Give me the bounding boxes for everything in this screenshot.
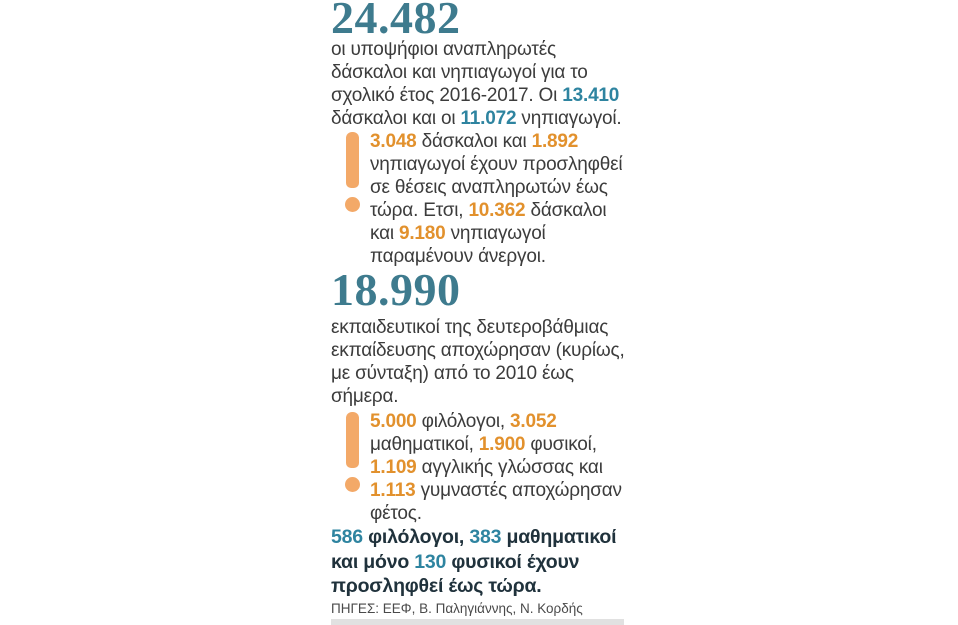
text-segment: φυσικοί, — [525, 434, 597, 455]
exclamation-icon — [344, 130, 360, 212]
text-segment: μαθηματικοί και μόνο — [331, 526, 617, 573]
sources-label: ΠΗΓΕΣ: ΕΕΦ, Β. Παληγιάννης, Ν. Κορδής — [331, 600, 583, 616]
stat-figure: 586 — [331, 526, 363, 548]
stat2-description — [331, 316, 631, 408]
stat1-description — [331, 38, 631, 130]
stat1-note — [344, 130, 631, 268]
stat-figure: 3.052 — [510, 411, 557, 432]
text-segment: αγγλικής γλώσσας και — [416, 457, 603, 478]
stat-figure: 1.892 — [531, 131, 579, 152]
text-segment: δάσκαλοι και οι — [331, 108, 461, 129]
text-segment: γυμναστές αποχώρησαν φέτος. — [370, 480, 622, 524]
stat-figure: 1.900 — [478, 434, 526, 455]
stat-figure: 1.113 — [370, 480, 416, 501]
summary-text — [331, 525, 631, 599]
stat-figure: 130 — [414, 550, 447, 573]
stat1-note-text — [370, 130, 630, 268]
text-segment: δάσκαλοι και — [416, 131, 532, 152]
stat-figure: 9.180 — [398, 223, 446, 244]
stat-figure: 1.109 — [370, 457, 417, 478]
text-segment: νηπιαγωγοί. — [516, 108, 622, 129]
stat-figure: 13.410 — [562, 85, 620, 106]
text-segment: δάσκαλοι και — [370, 200, 607, 244]
text-segment: φυσικοί έχουν προσληφθεί έως τώρα. — [331, 550, 580, 597]
stat-figure: 10.362 — [468, 200, 526, 221]
bottom-divider-bar — [331, 619, 624, 625]
text-segment: μαθηματικοί, — [370, 434, 479, 455]
infographic-column — [331, 0, 631, 625]
text-segment: οι υποψήφιοι αναπληρωτές δάσκαλοι και νηπιαγωγοί για το σχολικό έτος 2016-2017. Οι — [331, 39, 588, 106]
stat1-number: 24.482 — [331, 0, 461, 43]
stat2-note-text — [370, 410, 630, 525]
text-segment: νηπιαγωγοί παραμένουν άνεργοι. — [370, 223, 546, 267]
text-segment: νηπιαγωγοί έχουν προσληφθεί σε θέσεις αναπληρωτών έως τώρα. Ετσι, — [370, 154, 623, 221]
exclamation-icon — [344, 410, 360, 492]
text-segment: εκπαιδευτικοί της δευτεροβάθμιας εκπαίδευσης αποχώρησαν (κυρίως, με σύνταξη) από το 2010 έως σήμερα. — [331, 317, 625, 407]
stat2-number: 18.990 — [331, 264, 461, 315]
stat-figure: 3.048 — [370, 131, 417, 152]
stat-figure: 11.072 — [460, 108, 517, 129]
text-segment: φιλόλογοι, — [362, 526, 470, 548]
stat2-note — [344, 410, 631, 525]
exclamation-bar — [346, 132, 359, 188]
stat-figure: 383 — [469, 526, 502, 548]
exclamation-bar — [346, 412, 359, 468]
exclamation-dot — [345, 477, 360, 492]
stat-figure: 5.000 — [370, 411, 417, 432]
exclamation-dot — [345, 197, 360, 212]
text-segment: φιλόλογοι, — [416, 411, 511, 432]
